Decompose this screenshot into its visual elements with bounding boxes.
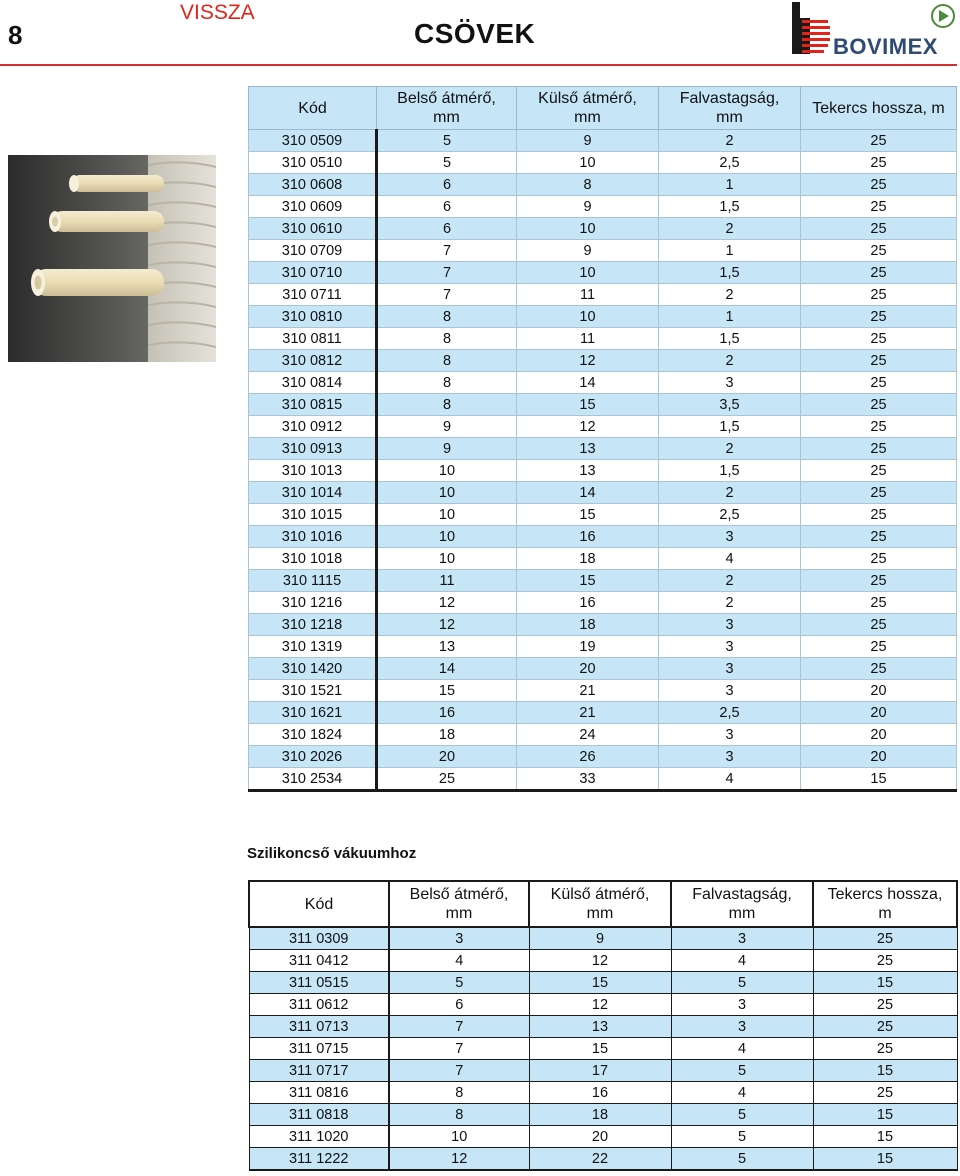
cell-coil-length: 15 [813, 1126, 957, 1148]
cell-code: 310 1018 [249, 548, 377, 570]
table-row [249, 262, 957, 284]
tube-table [248, 86, 957, 792]
cell-inner-diameter: 10 [377, 504, 517, 526]
cell-coil-length: 20 [801, 680, 957, 702]
table-row [249, 950, 957, 972]
cell-wall-thickness: 3 [671, 1016, 813, 1038]
cell-coil-length: 20 [801, 724, 957, 746]
cell-inner-diameter: 8 [377, 350, 517, 372]
cell-inner-diameter: 5 [389, 972, 529, 994]
cell-inner-diameter: 16 [377, 702, 517, 724]
col-header-wall-thickness: Falvastagság, mm [671, 881, 813, 927]
cell-outer-diameter: 21 [517, 702, 659, 724]
cell-outer-diameter: 13 [517, 460, 659, 482]
cell-code: 310 0812 [249, 350, 377, 372]
cell-wall-thickness: 2,5 [659, 504, 801, 526]
cell-wall-thickness: 1,5 [659, 460, 801, 482]
cell-outer-diameter: 9 [517, 240, 659, 262]
cell-wall-thickness: 2 [659, 350, 801, 372]
cell-inner-diameter: 14 [377, 658, 517, 680]
cell-wall-thickness: 5 [671, 1060, 813, 1082]
cell-coil-length: 25 [801, 614, 957, 636]
col-header-code: Kód [249, 87, 377, 130]
cell-coil-length: 25 [801, 482, 957, 504]
cell-code: 311 1222 [249, 1148, 389, 1171]
cell-outer-diameter: 17 [529, 1060, 671, 1082]
cell-inner-diameter: 6 [377, 196, 517, 218]
cell-wall-thickness: 1,5 [659, 328, 801, 350]
cell-code: 311 1020 [249, 1126, 389, 1148]
table-row [249, 218, 957, 240]
cell-wall-thickness: 1,5 [659, 262, 801, 284]
cell-coil-length: 25 [801, 570, 957, 592]
cell-code: 310 0815 [249, 394, 377, 416]
cell-code: 310 1521 [249, 680, 377, 702]
cell-outer-diameter: 20 [517, 658, 659, 680]
table-row [249, 636, 957, 658]
cell-coil-length: 20 [801, 746, 957, 768]
cell-wall-thickness: 4 [671, 1082, 813, 1104]
table-row [249, 350, 957, 372]
cell-code: 311 0309 [249, 927, 389, 950]
cell-outer-diameter: 12 [529, 950, 671, 972]
table-row [249, 592, 957, 614]
cell-wall-thickness: 3 [659, 636, 801, 658]
cell-outer-diameter: 13 [529, 1016, 671, 1038]
cell-code: 310 1216 [249, 592, 377, 614]
cell-code: 310 0610 [249, 218, 377, 240]
cell-outer-diameter: 18 [517, 548, 659, 570]
table-row [249, 130, 957, 152]
cell-outer-diameter: 15 [517, 570, 659, 592]
cell-inner-diameter: 8 [377, 306, 517, 328]
cell-outer-diameter: 9 [529, 927, 671, 950]
cell-outer-diameter: 13 [517, 438, 659, 460]
table-row [249, 680, 957, 702]
cell-outer-diameter: 18 [529, 1104, 671, 1126]
cell-code: 310 0608 [249, 174, 377, 196]
table-header-row [249, 881, 957, 927]
table-row [249, 1038, 957, 1060]
cell-inner-diameter: 4 [389, 950, 529, 972]
cell-wall-thickness: 2,5 [659, 152, 801, 174]
table-row [249, 724, 957, 746]
cell-wall-thickness: 5 [671, 1104, 813, 1126]
cell-wall-thickness: 1 [659, 240, 801, 262]
cell-outer-diameter: 19 [517, 636, 659, 658]
col-header-inner-diameter: Belső átmérő, mm [389, 881, 529, 927]
cell-code: 310 1824 [249, 724, 377, 746]
cell-coil-length: 25 [813, 950, 957, 972]
cell-code: 310 0810 [249, 306, 377, 328]
cell-wall-thickness: 2 [659, 218, 801, 240]
cell-wall-thickness: 2 [659, 592, 801, 614]
cell-outer-diameter: 15 [529, 1038, 671, 1060]
cell-code: 310 1015 [249, 504, 377, 526]
cell-outer-diameter: 22 [529, 1148, 671, 1171]
cell-wall-thickness: 2,5 [659, 702, 801, 724]
page-number: 8 [8, 20, 23, 50]
cell-coil-length: 15 [813, 1060, 957, 1082]
table-row [249, 702, 957, 724]
cell-inner-diameter: 11 [377, 570, 517, 592]
table-row [249, 174, 957, 196]
col-header-coil-length: Tekercs hossza, m [813, 881, 957, 927]
cell-inner-diameter: 5 [377, 152, 517, 174]
cell-code: 310 0811 [249, 328, 377, 350]
table-row [249, 1016, 957, 1038]
cell-outer-diameter: 15 [517, 504, 659, 526]
col-header-inner-diameter: Belső átmérő, mm [377, 87, 517, 130]
cell-inner-diameter: 6 [377, 218, 517, 240]
cell-inner-diameter: 8 [389, 1104, 529, 1126]
col-header-outer-diameter: Külső átmérő, mm [529, 881, 671, 927]
cell-wall-thickness: 1,5 [659, 196, 801, 218]
cell-inner-diameter: 8 [389, 1082, 529, 1104]
table-row [249, 746, 957, 768]
cell-outer-diameter: 14 [517, 372, 659, 394]
cell-code: 311 0816 [249, 1082, 389, 1104]
cell-code: 311 0713 [249, 1016, 389, 1038]
table-row [249, 927, 957, 950]
cell-outer-diameter: 12 [517, 416, 659, 438]
cell-code: 310 0912 [249, 416, 377, 438]
table-row [249, 548, 957, 570]
cell-outer-diameter: 20 [529, 1126, 671, 1148]
cell-outer-diameter: 12 [529, 994, 671, 1016]
cell-outer-diameter: 12 [517, 350, 659, 372]
table-row [249, 416, 957, 438]
cell-coil-length: 15 [813, 1104, 957, 1126]
cell-wall-thickness: 1 [659, 174, 801, 196]
table-row [249, 972, 957, 994]
cell-code: 310 2534 [249, 768, 377, 791]
cell-inner-diameter: 6 [377, 174, 517, 196]
cell-code: 310 0710 [249, 262, 377, 284]
cell-wall-thickness: 4 [659, 768, 801, 791]
col-header-wall-thickness: Falvastagság, mm [659, 87, 801, 130]
cell-code: 310 1420 [249, 658, 377, 680]
table-row [249, 1060, 957, 1082]
cell-outer-diameter: 10 [517, 262, 659, 284]
cell-wall-thickness: 5 [671, 1148, 813, 1171]
cell-inner-diameter: 9 [377, 416, 517, 438]
cell-coil-length: 25 [801, 372, 957, 394]
cell-coil-length: 25 [801, 152, 957, 174]
cell-inner-diameter: 7 [389, 1060, 529, 1082]
cell-outer-diameter: 16 [517, 592, 659, 614]
cell-outer-diameter: 11 [517, 328, 659, 350]
table-row [249, 196, 957, 218]
col-header-code: Kód [249, 881, 389, 927]
cell-wall-thickness: 3 [659, 614, 801, 636]
cell-coil-length: 25 [801, 658, 957, 680]
header-divider [0, 64, 957, 66]
cell-wall-thickness: 4 [659, 548, 801, 570]
cell-outer-diameter: 10 [517, 152, 659, 174]
table-row [249, 768, 957, 791]
table-row [249, 328, 957, 350]
vacuum-tube-table [248, 880, 958, 1171]
cell-code: 310 1621 [249, 702, 377, 724]
cell-coil-length: 25 [801, 284, 957, 306]
cell-outer-diameter: 21 [517, 680, 659, 702]
cell-outer-diameter: 15 [529, 972, 671, 994]
cell-wall-thickness: 1,5 [659, 416, 801, 438]
table-row [249, 482, 957, 504]
cell-coil-length: 25 [801, 130, 957, 152]
cell-coil-length: 25 [813, 1082, 957, 1104]
table-row [249, 240, 957, 262]
cell-coil-length: 15 [801, 768, 957, 791]
cell-code: 311 0818 [249, 1104, 389, 1126]
cell-coil-length: 25 [801, 636, 957, 658]
cell-coil-length: 25 [801, 394, 957, 416]
cell-wall-thickness: 3,5 [659, 394, 801, 416]
cell-outer-diameter: 16 [517, 526, 659, 548]
table-row [249, 1148, 957, 1171]
cell-coil-length: 25 [801, 526, 957, 548]
cell-wall-thickness: 3 [671, 927, 813, 950]
cell-inner-diameter: 5 [377, 130, 517, 152]
table-row [249, 994, 957, 1016]
cell-inner-diameter: 10 [377, 482, 517, 504]
cell-inner-diameter: 12 [377, 592, 517, 614]
cell-inner-diameter: 12 [389, 1148, 529, 1171]
page-title: CSÖVEK [414, 18, 536, 49]
table-row [249, 504, 957, 526]
cell-coil-length: 25 [801, 174, 957, 196]
cell-wall-thickness: 3 [659, 526, 801, 548]
cell-code: 310 1014 [249, 482, 377, 504]
cell-code: 310 1319 [249, 636, 377, 658]
cell-inner-diameter: 10 [389, 1126, 529, 1148]
cell-outer-diameter: 9 [517, 196, 659, 218]
cell-wall-thickness: 3 [659, 372, 801, 394]
section-title: Szilikoncső vákuumhoz [247, 845, 417, 862]
table-row [249, 570, 957, 592]
cell-outer-diameter: 8 [517, 174, 659, 196]
cell-inner-diameter: 10 [377, 460, 517, 482]
cell-inner-diameter: 8 [377, 372, 517, 394]
cell-code: 310 0510 [249, 152, 377, 174]
cell-code: 311 0515 [249, 972, 389, 994]
cell-coil-length: 25 [801, 548, 957, 570]
cell-outer-diameter: 10 [517, 218, 659, 240]
col-header-outer-diameter: Külső átmérő, mm [517, 87, 659, 130]
cell-wall-thickness: 2 [659, 570, 801, 592]
cell-coil-length: 25 [813, 927, 957, 950]
table-row [249, 658, 957, 680]
cell-outer-diameter: 10 [517, 306, 659, 328]
cell-code: 310 0711 [249, 284, 377, 306]
cell-inner-diameter: 20 [377, 746, 517, 768]
cell-inner-diameter: 7 [377, 284, 517, 306]
table-row [249, 372, 957, 394]
cell-wall-thickness: 2 [659, 284, 801, 306]
cell-inner-diameter: 10 [377, 548, 517, 570]
cell-code: 310 1218 [249, 614, 377, 636]
cell-wall-thickness: 4 [671, 950, 813, 972]
cell-wall-thickness: 3 [659, 658, 801, 680]
cell-code: 311 0715 [249, 1038, 389, 1060]
cell-inner-diameter: 3 [389, 927, 529, 950]
cell-code: 310 1013 [249, 460, 377, 482]
cell-code: 311 0717 [249, 1060, 389, 1082]
cell-inner-diameter: 18 [377, 724, 517, 746]
cell-inner-diameter: 7 [377, 240, 517, 262]
table-header-row [249, 87, 957, 130]
cell-code: 310 0814 [249, 372, 377, 394]
cell-inner-diameter: 8 [377, 394, 517, 416]
cell-outer-diameter: 15 [517, 394, 659, 416]
cell-coil-length: 25 [801, 438, 957, 460]
cell-inner-diameter: 9 [377, 438, 517, 460]
cell-wall-thickness: 5 [671, 972, 813, 994]
cell-wall-thickness: 2 [659, 482, 801, 504]
cell-coil-length: 25 [813, 1038, 957, 1060]
cell-inner-diameter: 10 [377, 526, 517, 548]
cell-coil-length: 25 [801, 240, 957, 262]
cell-wall-thickness: 2 [659, 130, 801, 152]
cell-wall-thickness: 1 [659, 306, 801, 328]
col-header-coil-length: Tekercs hossza, m [801, 87, 957, 130]
cell-outer-diameter: 16 [529, 1082, 671, 1104]
table-row [249, 526, 957, 548]
bovimex-logo [788, 0, 958, 60]
cell-code: 311 0412 [249, 950, 389, 972]
cell-coil-length: 25 [801, 504, 957, 526]
back-link[interactable]: VISSZA [180, 1, 255, 24]
table-row [249, 284, 957, 306]
cell-wall-thickness: 3 [659, 724, 801, 746]
cell-coil-length: 25 [801, 196, 957, 218]
table-row [249, 1104, 957, 1126]
cell-wall-thickness: 2 [659, 438, 801, 460]
cell-wall-thickness: 5 [671, 1126, 813, 1148]
cell-outer-diameter: 24 [517, 724, 659, 746]
cell-code: 310 0609 [249, 196, 377, 218]
cell-coil-length: 25 [801, 328, 957, 350]
cell-inner-diameter: 13 [377, 636, 517, 658]
table-row [249, 1126, 957, 1148]
table-row [249, 460, 957, 482]
table-row [249, 152, 957, 174]
cell-outer-diameter: 14 [517, 482, 659, 504]
cell-code: 311 0612 [249, 994, 389, 1016]
cell-wall-thickness: 3 [659, 746, 801, 768]
cell-coil-length: 25 [813, 994, 957, 1016]
table-row [249, 1082, 957, 1104]
table-row [249, 614, 957, 636]
cell-code: 310 1115 [249, 570, 377, 592]
cell-code: 310 2026 [249, 746, 377, 768]
cell-coil-length: 25 [801, 416, 957, 438]
cell-coil-length: 25 [801, 262, 957, 284]
cell-inner-diameter: 7 [377, 262, 517, 284]
cell-outer-diameter: 11 [517, 284, 659, 306]
table-row [249, 438, 957, 460]
cell-inner-diameter: 6 [389, 994, 529, 1016]
cell-code: 310 0709 [249, 240, 377, 262]
cell-wall-thickness: 3 [659, 680, 801, 702]
cell-coil-length: 25 [801, 306, 957, 328]
cell-outer-diameter: 33 [517, 768, 659, 791]
cell-coil-length: 25 [801, 218, 957, 240]
product-photo [8, 155, 216, 362]
cell-inner-diameter: 25 [377, 768, 517, 791]
cell-inner-diameter: 8 [377, 328, 517, 350]
cell-coil-length: 20 [801, 702, 957, 724]
cell-coil-length: 25 [801, 460, 957, 482]
cell-code: 310 1016 [249, 526, 377, 548]
table-row [249, 394, 957, 416]
cell-wall-thickness: 4 [671, 1038, 813, 1060]
cell-inner-diameter: 12 [377, 614, 517, 636]
logo-text: BOVIMEX [833, 34, 938, 59]
cell-code: 310 0913 [249, 438, 377, 460]
cell-inner-diameter: 7 [389, 1016, 529, 1038]
cell-wall-thickness: 3 [671, 994, 813, 1016]
cell-code: 310 0509 [249, 130, 377, 152]
cell-coil-length: 15 [813, 972, 957, 994]
cell-coil-length: 15 [813, 1148, 957, 1171]
cell-coil-length: 25 [801, 350, 957, 372]
cell-outer-diameter: 26 [517, 746, 659, 768]
cell-coil-length: 25 [801, 592, 957, 614]
table-row [249, 306, 957, 328]
cell-inner-diameter: 15 [377, 680, 517, 702]
cell-outer-diameter: 9 [517, 130, 659, 152]
cell-inner-diameter: 7 [389, 1038, 529, 1060]
cell-outer-diameter: 18 [517, 614, 659, 636]
cell-coil-length: 25 [813, 1016, 957, 1038]
